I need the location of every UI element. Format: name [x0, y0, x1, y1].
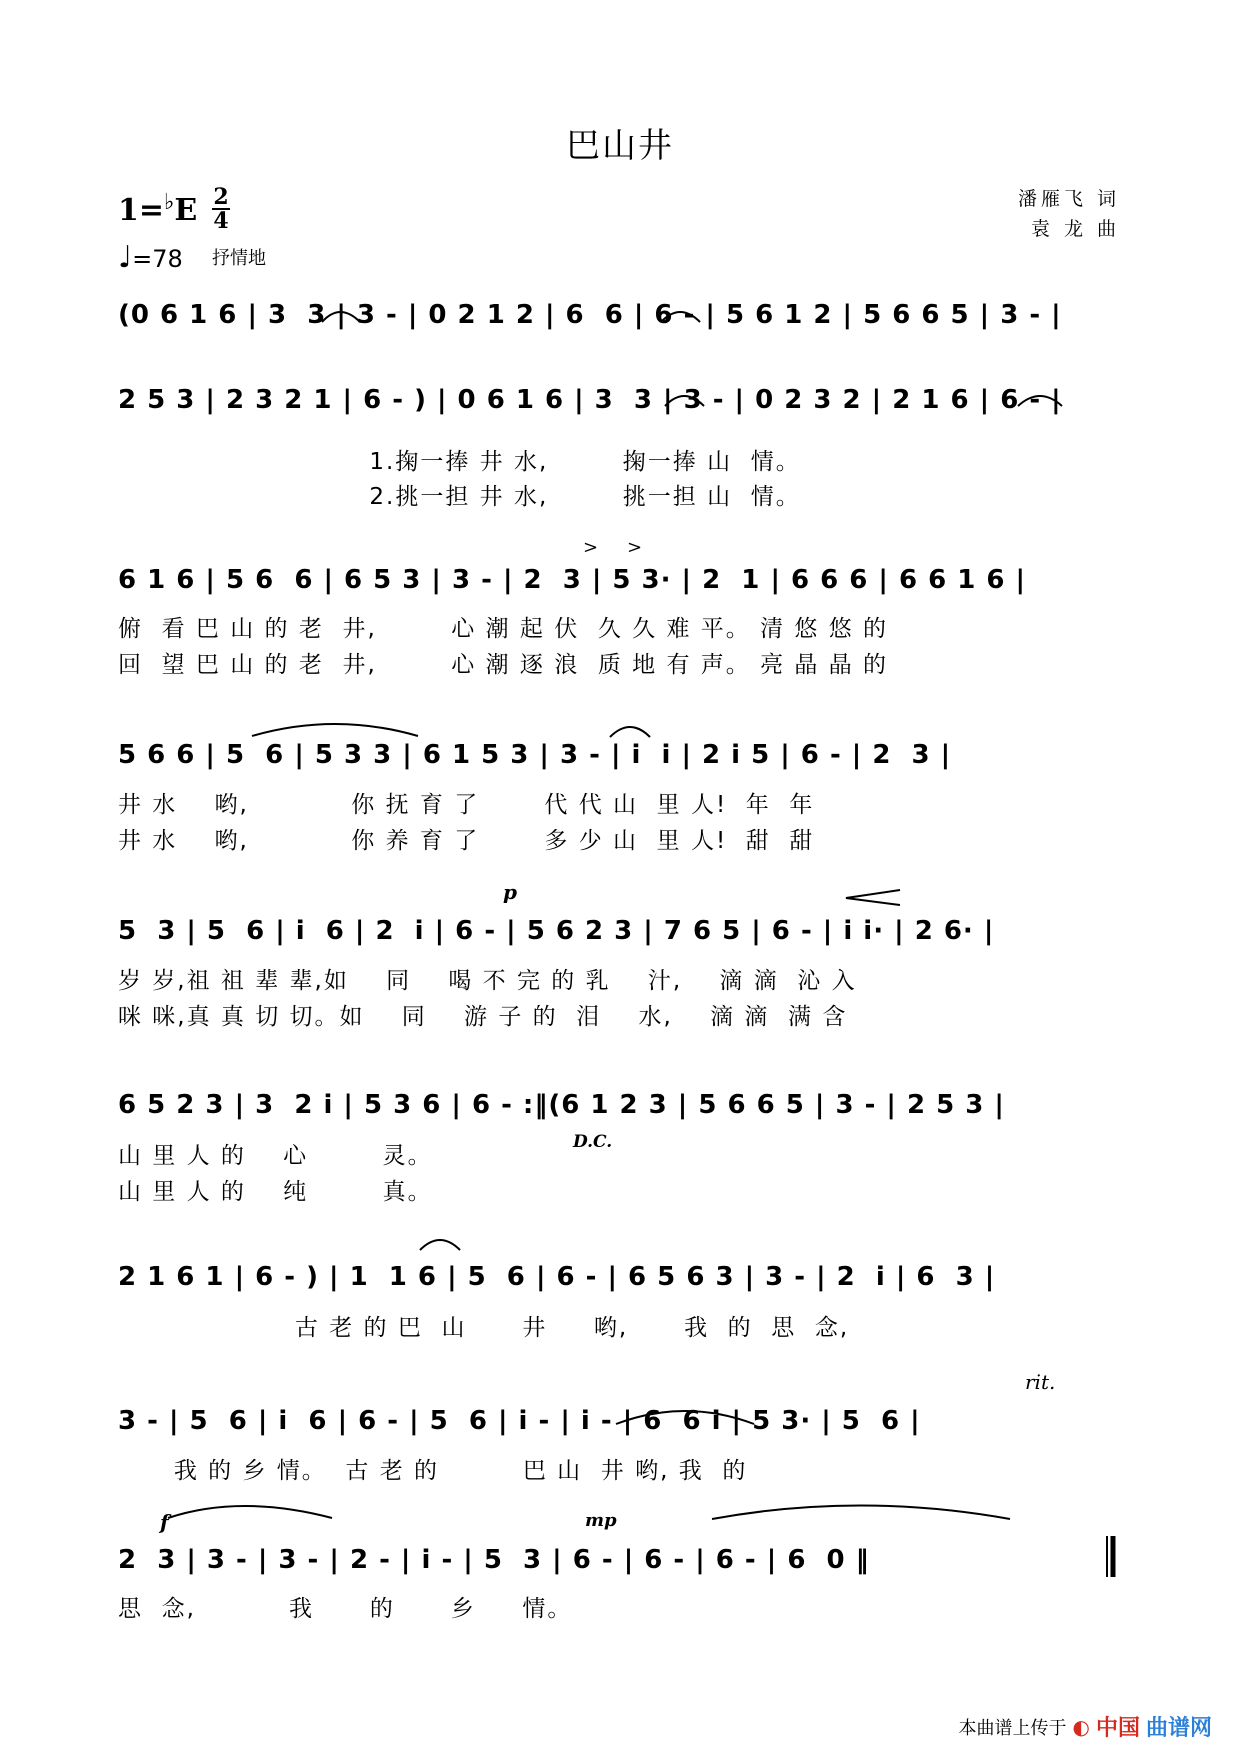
slur	[420, 1240, 460, 1250]
notation-system-2: 2 5 3 | 2 3 2 1 | 6 - ) | 0 6 1 6 | 3 3 | 3 - | 0 2 3 2 | 2 1 6 | 6 - |	[118, 385, 1062, 415]
key-label: 1=	[118, 193, 165, 228]
dynamic-p: p	[503, 880, 517, 904]
lyrics-line: 我 的 乡 情。 古 老 的 巴 山 井 哟, 我 的	[118, 1458, 748, 1484]
notation-system-8: 3 - | 5 6 | i 6 | 6 - | 5 6 | i - | i - | 6 6 i | 5 3· | 5 6 |	[118, 1406, 921, 1436]
notation-system-3: 6 1 6 | 5 6 6 | 6 5 3 | 3 - | 2 3 | 5 3· | 2 1 | 6 6 6 | 6 6 1 6 |	[118, 565, 1027, 595]
lyricist: 潘雁飞 词	[1017, 188, 1120, 210]
slur	[610, 727, 650, 737]
slur	[252, 724, 418, 736]
page-title: 巴山井	[566, 126, 674, 166]
lyrics-line: 咪 咪,真 真 切 切。如 同 游 子 的 泪 水, 滴 滴 满 含	[118, 1004, 848, 1030]
site-logo-icon: ◐	[1072, 1714, 1090, 1739]
notation-system-9: 2 3 | 3 - | 3 - | 2 - | i - | 5 3 | 6 - | 6 - | 6 - | 6 0 ‖	[118, 1545, 870, 1575]
crescendo-hairpin	[846, 890, 900, 905]
slur	[665, 396, 704, 406]
slur	[322, 312, 360, 322]
flat-sign: ♭	[164, 190, 175, 215]
lyrics-line: 山 里 人 的 心 灵。	[118, 1143, 433, 1169]
lyrics-line: 井 水 哟, 你 抚 育 了 代 代 山 里 人! 年 年	[118, 792, 815, 818]
lyrics-line: 井 水 哟, 你 养 育 了 多 少 山 里 人! 甜 甜	[118, 828, 815, 854]
expression-text: 抒情地	[212, 248, 266, 269]
rit-marking: rit.	[1025, 1370, 1056, 1394]
slur	[616, 1411, 754, 1424]
notation-system-1: (0 6 1 6 | 3 3 | 3 - | 0 2 1 2 | 6 6 | 6 - | 5 6 1 2 | 5 6 6 5 | 3 - |	[118, 300, 1062, 330]
lyrics-line: 思 念, 我 的 乡 情。	[118, 1596, 573, 1622]
key-tonic: E	[174, 193, 198, 228]
lyrics-line: 回 望 巴 山 的 老 井, 心 潮 逐 浪 质 地 有 声。 亮 晶 晶 的	[118, 652, 889, 678]
lyrics-line: 山 里 人 的 纯 真。	[118, 1179, 433, 1205]
footer-credit	[959, 1711, 1212, 1742]
accent-mark: >	[583, 537, 599, 558]
time-denominator: 4	[213, 208, 229, 234]
notation-system-5: 5 3 | 5 6 | i 6 | 2 i | 6 - | 5 6 2 3 | 7 6 5 | 6 - | i i· | 2 6· |	[118, 916, 995, 946]
slur	[168, 1506, 332, 1518]
lyrics-line: 2.挑一担 井 水, 挑一担 山 情。	[118, 484, 801, 510]
brand-part-2: 曲谱网	[1145, 1716, 1212, 1741]
notation-system-4: 5 6 6 | 5 6 | 5 3 3 | 6 1 5 3 | 3 - | i i | 2 i 5 | 6 - | 2 3 |	[118, 740, 952, 770]
time-numerator: 2	[213, 184, 229, 210]
notation-system-7: 2 1 6 1 | 6 - ) | 1 1 6 | 5 6 | 6 - | 6 5 6 3 | 3 - | 2 i | 6 3 |	[118, 1262, 996, 1292]
brand-part-1: 中国	[1095, 1716, 1140, 1741]
accent-mark: >	[627, 537, 643, 558]
dynamic-mp: mp	[585, 1510, 617, 1531]
slur	[712, 1506, 1010, 1520]
lyrics-line: 古 老 的 巴 山 井 哟, 我 的 思 念,	[118, 1315, 850, 1341]
lyrics-line: 1.掬一捧 井 水, 掬一捧 山 情。	[118, 449, 801, 475]
slur	[661, 312, 700, 322]
dc-marking: D.C.	[573, 1132, 613, 1152]
lyrics-line: 俯 看 巴 山 的 老 井, 心 潮 起 伏 久 久 难 平。 清 悠 悠 的	[118, 616, 889, 642]
composer: 袁 龙 曲	[1030, 218, 1120, 240]
slur	[1018, 396, 1062, 406]
dynamic-f: f	[160, 1510, 169, 1534]
footer-prefix: 本曲谱上传于	[958, 1717, 1067, 1739]
quarter-note-icon: ♩	[118, 240, 133, 275]
tempo-value: =78	[132, 245, 183, 273]
lyrics-line: 岁 岁,祖 祖 辈 辈,如 同 喝 不 完 的 乳 汁, 滴 滴 沁 入	[118, 968, 857, 994]
notation-system-6: 6 5 2 3 | 3 2 i | 5 3 6 | 6 - :‖(6 1 2 3 | 5 6 6 5 | 3 - | 2 5 3 |	[118, 1090, 1005, 1120]
